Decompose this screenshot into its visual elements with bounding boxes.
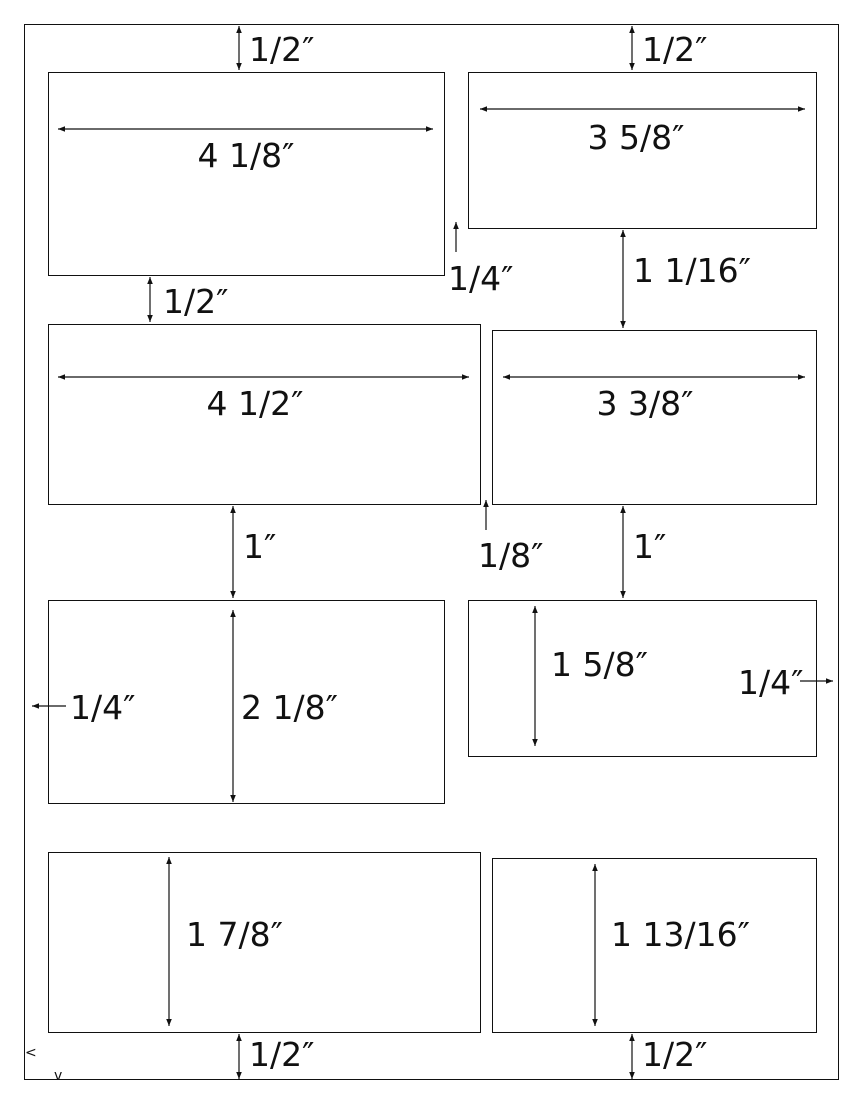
label7-height-label: 1 7/8″ <box>186 915 283 954</box>
gap-left-1-label: 1/2″ <box>163 282 229 321</box>
bottom-margin-left-label: 1/2″ <box>249 1035 315 1074</box>
gap-left-2-label: 1″ <box>243 527 277 566</box>
corner-left-mark: < <box>25 1045 37 1061</box>
label5-height-label: 2 1/8″ <box>241 688 338 727</box>
bottom-margin-right-label: 1/2″ <box>642 1035 708 1074</box>
side-margin-right-label: 1/4″ <box>738 663 804 702</box>
label1-width-label: 4 1/8″ <box>197 136 295 175</box>
gap-right-2-label: 1″ <box>633 527 667 566</box>
label6-height-label: 1 5/8″ <box>551 645 648 684</box>
corner-down-mark: v <box>54 1068 63 1084</box>
label3-width-label: 4 1/2″ <box>206 384 304 423</box>
label8-height-label: 1 13/16″ <box>611 915 750 954</box>
gap-right-1-label: 1 1/16″ <box>633 251 751 290</box>
label2-width-label: 3 5/8″ <box>587 118 685 157</box>
gap-small-2-label: 1/8″ <box>478 536 544 575</box>
gap-small-1-label: 1/4″ <box>448 259 514 298</box>
label4-width-label: 3 3/8″ <box>596 384 694 423</box>
side-margin-left-label: 1/4″ <box>70 688 136 727</box>
top-margin-right-label: 1/2″ <box>642 30 708 69</box>
top-margin-left-label: 1/2″ <box>249 30 315 69</box>
